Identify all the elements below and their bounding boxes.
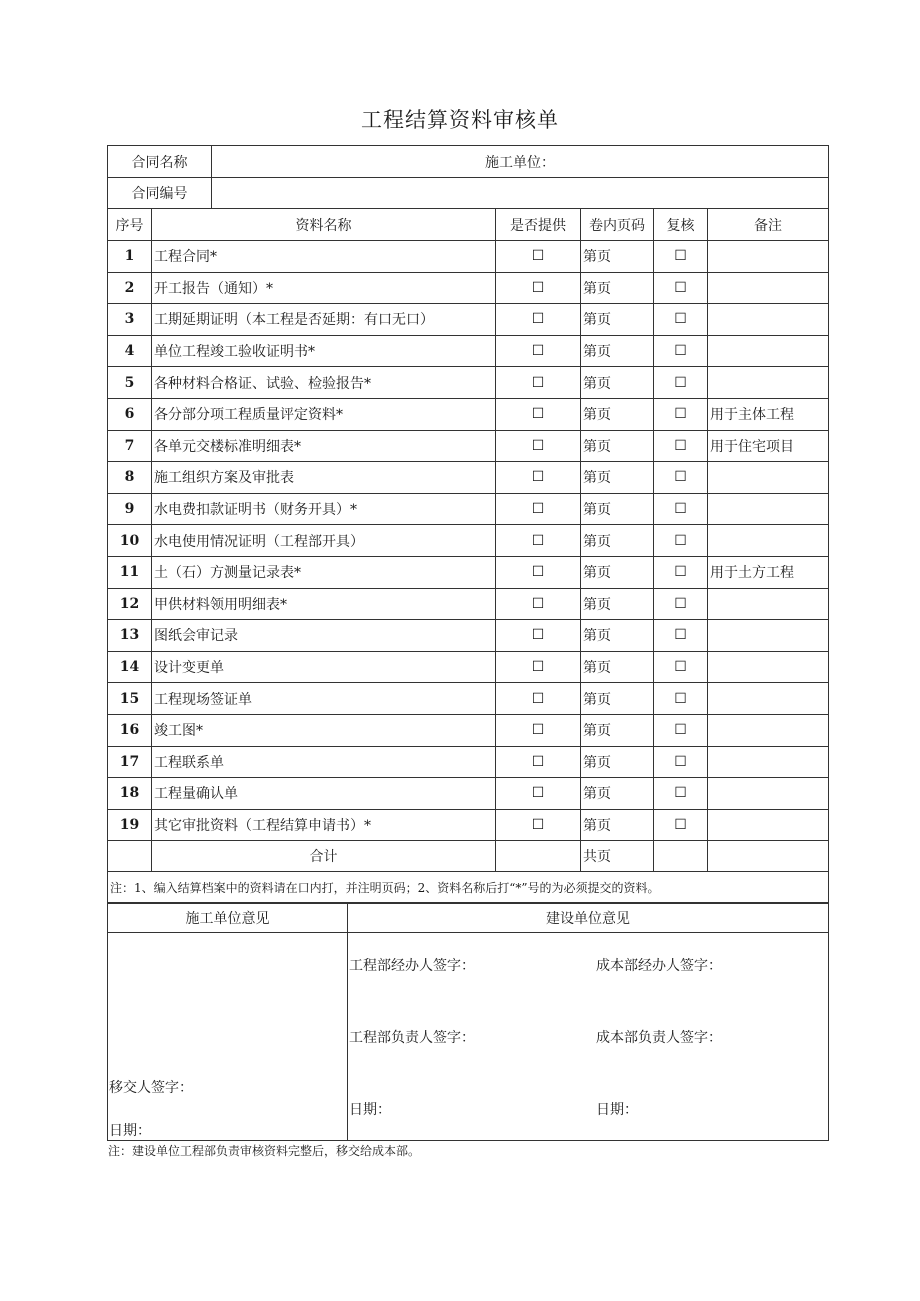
contractor-opinion-header: 施工单位意见 [108, 903, 348, 933]
page-number-field[interactable]: 第页 [581, 493, 654, 525]
page-number-field[interactable]: 第页 [581, 809, 654, 841]
review-checkbox[interactable]: ☐ [654, 493, 708, 525]
row-remark [708, 809, 829, 841]
row-doc-name: 各分部分项工程质量评定资料* [152, 398, 496, 430]
total-pages: 共页 [581, 841, 654, 872]
row-index: 10 [108, 525, 152, 557]
row-remark [708, 651, 829, 683]
row-doc-name: 工期延期证明（本工程是否延期：有口无口） [152, 304, 496, 336]
contract-no-field[interactable] [212, 178, 829, 209]
row-doc-name: 工程量确认单 [152, 778, 496, 810]
table-row [108, 430, 829, 462]
table-row [108, 714, 829, 746]
provided-checkbox[interactable]: ☐ [496, 651, 581, 683]
row-index: 16 [108, 714, 152, 746]
review-checkbox[interactable]: ☐ [654, 304, 708, 336]
table-row [108, 809, 829, 841]
row-remark [708, 683, 829, 715]
opinion-table [107, 902, 829, 1141]
table-row [108, 651, 829, 683]
review-checkbox[interactable]: ☐ [654, 462, 708, 494]
owner-opinion-box[interactable] [348, 933, 829, 1141]
page-number-field[interactable]: 第页 [581, 556, 654, 588]
table-row [108, 778, 829, 810]
row-remark [708, 714, 829, 746]
row-index: 4 [108, 335, 152, 367]
provided-checkbox[interactable]: ☐ [496, 493, 581, 525]
total-remark-cell [708, 841, 829, 872]
row-doc-name: 工程联系单 [152, 746, 496, 778]
owner-opinion-header: 建设单位意见 [348, 903, 829, 933]
table-row [108, 525, 829, 557]
footer-note: 注：建设单位工程部负责审核资料完整后，移交给成本部。 [108, 1144, 421, 1158]
note-row [108, 872, 829, 904]
page-number-field[interactable]: 第页 [581, 335, 654, 367]
review-checkbox[interactable]: ☐ [654, 683, 708, 715]
row-remark [708, 778, 829, 810]
row-doc-name: 各单元交楼标准明细表* [152, 430, 496, 462]
audit-table [107, 145, 829, 904]
review-checkbox[interactable]: ☐ [654, 525, 708, 557]
contractor-date-label: 日期： [109, 1123, 151, 1139]
provided-checkbox[interactable]: ☐ [496, 335, 581, 367]
row-index: 2 [108, 272, 152, 304]
row-remark [708, 462, 829, 494]
page-number-field[interactable]: 第页 [581, 620, 654, 652]
row-remark [708, 241, 829, 273]
row-remark [708, 588, 829, 620]
row-index: 13 [108, 620, 152, 652]
row-index: 19 [108, 809, 152, 841]
contract-name-label: 合同名称 [108, 146, 212, 178]
review-checkbox[interactable]: ☐ [654, 556, 708, 588]
row-index: 5 [108, 367, 152, 399]
page-title: 工程结算资料审核单 [361, 108, 559, 132]
eng-handler-sign-label: 工程部经办人签字： [349, 958, 475, 974]
cost-handler-sign-label: 成本部经办人签字： [596, 958, 722, 974]
page-number-field[interactable]: 第页 [581, 272, 654, 304]
page-number-field[interactable]: 第页 [581, 778, 654, 810]
provided-checkbox[interactable]: ☐ [496, 398, 581, 430]
row-remark [708, 620, 829, 652]
row-doc-name: 单位工程竣工验收证明书* [152, 335, 496, 367]
table-row [108, 683, 829, 715]
row-doc-name: 各种材料合格证、试验、检验报告* [152, 367, 496, 399]
row-doc-name: 水电使用情况证明（工程部开具） [152, 525, 496, 557]
contractor-label: 施工单位： [212, 146, 829, 178]
provided-checkbox[interactable]: ☐ [496, 778, 581, 810]
provided-checkbox[interactable]: ☐ [496, 746, 581, 778]
total-empty-cell [108, 841, 152, 872]
contract-name-row [108, 146, 829, 178]
row-doc-name: 设计变更单 [152, 651, 496, 683]
page-number-field[interactable]: 第页 [581, 683, 654, 715]
table-row [108, 620, 829, 652]
provided-checkbox[interactable]: ☐ [496, 430, 581, 462]
column-header-row [108, 209, 829, 241]
table-row [108, 304, 829, 336]
row-remark [708, 525, 829, 557]
eng-date-label: 日期： [349, 1102, 391, 1118]
row-index: 8 [108, 462, 152, 494]
table-row [108, 462, 829, 494]
review-checkbox[interactable]: ☐ [654, 430, 708, 462]
review-checkbox[interactable]: ☐ [654, 809, 708, 841]
page-number-field[interactable]: 第页 [581, 398, 654, 430]
row-index: 1 [108, 241, 152, 273]
page-number-field[interactable]: 第页 [581, 746, 654, 778]
contract-no-row [108, 178, 829, 209]
row-remark: 用于主体工程 [708, 398, 829, 430]
row-doc-name: 图纸会审记录 [152, 620, 496, 652]
table-row [108, 588, 829, 620]
row-index: 14 [108, 651, 152, 683]
row-doc-name: 开工报告（通知）* [152, 272, 496, 304]
row-index: 17 [108, 746, 152, 778]
row-index: 18 [108, 778, 152, 810]
table-row [108, 556, 829, 588]
provided-checkbox[interactable]: ☐ [496, 620, 581, 652]
provided-checkbox[interactable]: ☐ [496, 588, 581, 620]
review-checkbox[interactable]: ☐ [654, 398, 708, 430]
col-review-header: 复核 [654, 209, 708, 241]
col-page-header: 卷内页码 [581, 209, 654, 241]
row-remark [708, 304, 829, 336]
review-checkbox[interactable]: ☐ [654, 367, 708, 399]
row-remark [708, 367, 829, 399]
provided-checkbox[interactable]: ☐ [496, 809, 581, 841]
row-doc-name: 工程现场签证单 [152, 683, 496, 715]
row-remark [708, 746, 829, 778]
provided-checkbox[interactable]: ☐ [496, 304, 581, 336]
page-number-field[interactable]: 第页 [581, 430, 654, 462]
row-doc-name: 其它审批资料（工程结算申请书）* [152, 809, 496, 841]
table-row [108, 398, 829, 430]
provided-checkbox[interactable]: ☐ [496, 525, 581, 557]
table-row [108, 493, 829, 525]
table-row [108, 335, 829, 367]
total-review-cell [654, 841, 708, 872]
page-number-field[interactable]: 第页 [581, 304, 654, 336]
row-remark [708, 272, 829, 304]
row-index: 12 [108, 588, 152, 620]
row-index: 6 [108, 398, 152, 430]
page-number-field[interactable]: 第页 [581, 525, 654, 557]
review-checkbox[interactable]: ☐ [654, 272, 708, 304]
row-index: 11 [108, 556, 152, 588]
page-number-field[interactable]: 第页 [581, 241, 654, 273]
row-index: 7 [108, 430, 152, 462]
provided-checkbox[interactable]: ☐ [496, 714, 581, 746]
row-remark [708, 335, 829, 367]
row-index: 3 [108, 304, 152, 336]
page-number-field[interactable]: 第页 [581, 714, 654, 746]
handover-sign-label: 移交人签字： [109, 1080, 193, 1096]
row-index: 9 [108, 493, 152, 525]
row-doc-name: 水电费扣款证明书（财务开具）* [152, 493, 496, 525]
provided-checkbox[interactable]: ☐ [496, 462, 581, 494]
total-row [108, 841, 829, 872]
contractor-opinion-box[interactable] [108, 933, 348, 1141]
provided-checkbox[interactable]: ☐ [496, 556, 581, 588]
eng-head-sign-label: 工程部负责人签字： [349, 1030, 475, 1046]
review-checkbox[interactable]: ☐ [654, 651, 708, 683]
col-remark-header: 备注 [708, 209, 829, 241]
cost-date-label: 日期： [596, 1102, 638, 1118]
row-remark: 用于住宅项目 [708, 430, 829, 462]
review-checkbox[interactable]: ☐ [654, 241, 708, 273]
cost-head-sign-label: 成本部负责人签字： [596, 1030, 722, 1046]
table-row [108, 746, 829, 778]
table-row [108, 272, 829, 304]
col-provided-header: 是否提供 [496, 209, 581, 241]
total-provided-cell [496, 841, 581, 872]
provided-checkbox[interactable]: ☐ [496, 367, 581, 399]
page-number-field[interactable]: 第页 [581, 588, 654, 620]
col-name-header: 资料名称 [152, 209, 496, 241]
row-remark: 用于土方工程 [708, 556, 829, 588]
total-label: 合计 [152, 841, 496, 872]
page-number-field[interactable]: 第页 [581, 367, 654, 399]
row-doc-name: 甲供材料领用明细表* [152, 588, 496, 620]
review-checkbox[interactable]: ☐ [654, 778, 708, 810]
row-remark [708, 493, 829, 525]
table-row [108, 367, 829, 399]
row-doc-name: 土（石）方测量记录表* [152, 556, 496, 588]
table-row [108, 241, 829, 273]
row-index: 15 [108, 683, 152, 715]
table-note: 注：1、编入结算档案中的资料请在口内打，并注明页码；2、资料名称后打“*”号的为必须提交的资料。 [108, 872, 829, 904]
col-index-header: 序号 [108, 209, 152, 241]
row-doc-name: 施工组织方案及审批表 [152, 462, 496, 494]
review-checkbox[interactable]: ☐ [654, 746, 708, 778]
provided-checkbox[interactable]: ☐ [496, 272, 581, 304]
row-doc-name: 竣工图* [152, 714, 496, 746]
page-number-field[interactable]: 第页 [581, 462, 654, 494]
review-checkbox[interactable]: ☐ [654, 588, 708, 620]
row-doc-name: 工程合同* [152, 241, 496, 273]
provided-checkbox[interactable]: ☐ [496, 241, 581, 273]
review-checkbox[interactable]: ☐ [654, 714, 708, 746]
review-checkbox[interactable]: ☐ [654, 620, 708, 652]
review-checkbox[interactable]: ☐ [654, 335, 708, 367]
page-number-field[interactable]: 第页 [581, 651, 654, 683]
contract-no-label: 合同编号 [108, 178, 212, 209]
provided-checkbox[interactable]: ☐ [496, 683, 581, 715]
